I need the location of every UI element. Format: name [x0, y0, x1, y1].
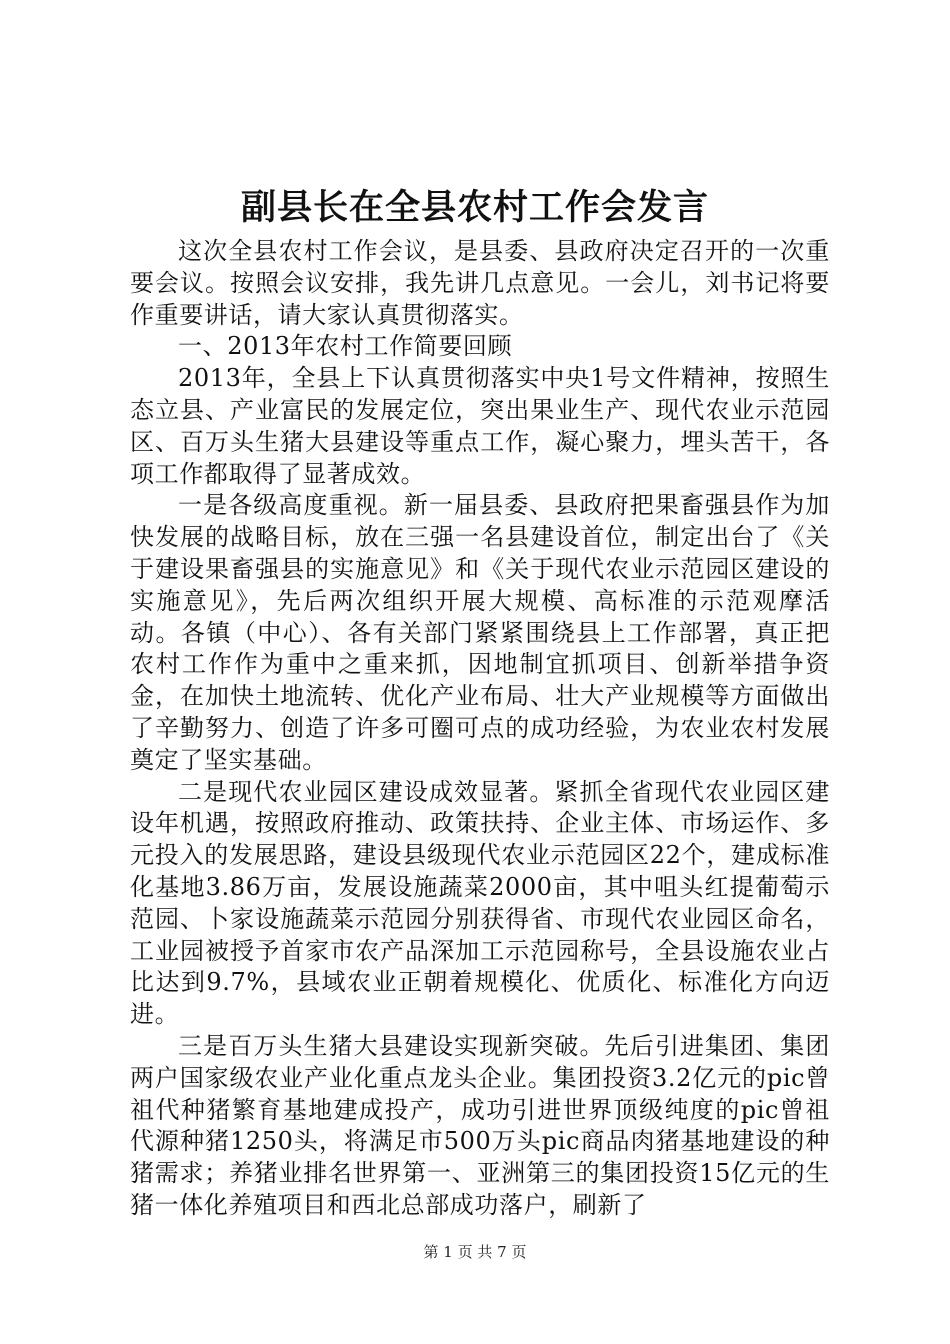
paragraph-point-2: 二是现代农业园区建设成效显著。紧抓全省现代农业园区建设年机遇，按照政府推动、政策扶持、企业主体、市场运作、多元投入的发展思路，建设县级现代农业示范园区22个，建成标准化基地3.86万亩，发展设施蔬菜2000亩，其中咀头红提葡萄示范园、卜家设施蔬菜示范园分别获得省、市现代农业园区命名，工业园被授予首家市农产品深加工示范园称号，全县设施农业占比达到9.7%，县域农业正朝着规模化、优质化、标准化方向迈进。 [130, 777, 830, 1029]
section-heading-1: 一、2013年农村工作简要回顾 [178, 332, 513, 361]
paragraph-review: 2013年，全县上下认真贯彻落实中央1号文件精神，按照生态立县、产业富民的发展定位，突出果业生产、现代农业示范园区、百万头生猪大县建设等重点工作，凝心聚力，埋头苦干，各项工作都取得了显著成效。 [130, 364, 830, 488]
paragraph-point-3: 三是百万头生猪大县建设实现新突破。先后引进集团、集团两户国家级农业产业化重点龙头企业。集团投资3.2亿元的pic曾祖代种猪繁育基地建成投产，成功引进世界顶级纯度的pic曾祖代源种猪1250头，将满足市500万头pic商品肉猪基地建设的种猪需求；养猪业排名世界第一、亚洲第三的集团投资15亿元的生猪一体化养殖项目和西北总部成功落户，刷新了 [130, 1031, 830, 1219]
paragraph-intro: 这次全县农村工作会议，是县委、县政府决定召开的一次重要会议。按照会议安排，我先讲几点意见。一会儿，刘书记将要作重要讲话，请大家认真贯彻落实。 [130, 237, 830, 329]
document-body [130, 236, 830, 1222]
paragraph-point-1: 一是各级高度重视。新一届县委、县政府把果畜强县作为加快发展的战略目标，放在三强一名县建设首位，制定出台了《关于建设果畜强县的实施意见》和《关于现代农业示范园区建设的实施意见》，先后两次组织开展大规模、高标准的示范观摩活动。各镇（中心）、各有关部门紧紧围绕县上工作部署，真正把农村工作作为重中之重来抓，因地制宜抓项目、创新举措争资金，在加快土地流转、优化产业布局、壮大产业规模等方面做出了辛勤努力、创造了许多可圈可点的成功经验，为农业农村发展奠定了坚实基础。 [130, 491, 830, 774]
page-number-footer: 第 1 页 共 7 页 [423, 1243, 527, 1261]
document-title: 副县长在全县农村工作会发言 [240, 187, 709, 228]
